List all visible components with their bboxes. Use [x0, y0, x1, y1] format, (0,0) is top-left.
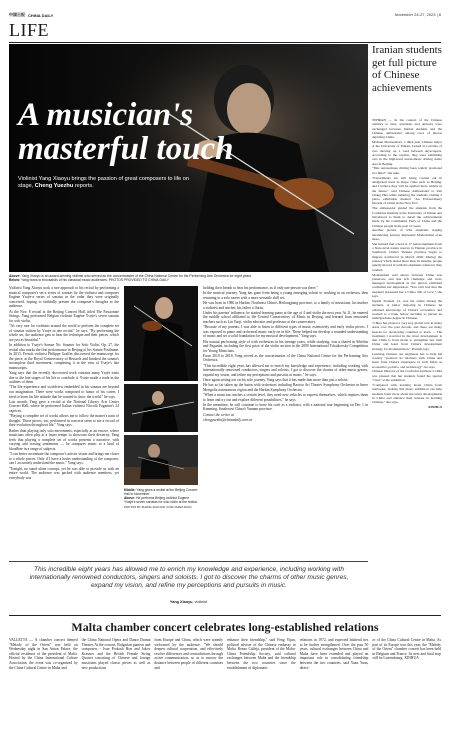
caption-above2-text: He performs Beijing violinist Eugene Ysaÿe's seven sonatas for solo violin at the recital.	[124, 496, 198, 504]
article-paragraph: "The life experience and worldview embedded in his sonatas are beyond our imagination. There were works composed to honor of his career. I tried to learn his life attitude that he wanted to show the world," he says.	[9, 385, 119, 399]
malta-article	[9, 638, 441, 671]
middle-photo-caption	[124, 488, 198, 509]
article-paragraph: In the meantime, he will continue to hone his craft as a violinist, with a national tour beginning on Dec 1 in Kunming, Southwest China's Yunnan province.	[203, 402, 368, 412]
sidebar-paragraph: Mohsen Montazehari, a third-year Chinese major at the University of Tehran, looked at a picture of cars moving on a road between skyscrapers. According to the caption, they were exhibiting cars in the high-level autonomous driving demo area in Beijing.	[372, 140, 442, 166]
sidebar-paragraph: XINHUA	[428, 405, 442, 410]
sidebar-headline: Iranian students get full picture of Chinese achievements	[372, 44, 442, 94]
article-paragraph: chengyuezhu@chinadaily.com.cn	[203, 417, 253, 422]
malta-paragraph: VALLETTA — A chamber concert themed "Melody of the Orient" was held on Wednesday night in San Anton Palace, the official residence of the president of Malta. Hosted by the China International Culture Association, the event was co-organized by the China Cultural Centre in Malta and	[9, 638, 78, 670]
quote-role: , violinist	[192, 600, 208, 604]
article-paragraph: He was born in 1986 in Harbin, Northeast China's Heilongjiang province, to a family of musicians; his mother a violinist and teacher, his father a flutist.	[203, 300, 368, 310]
article-paragraph: Yang says that the recently discovered work contains many Ysaÿe traits due to the late stages of his life to conclude it. Ysaÿe made a trade in the outlines of them.	[9, 371, 119, 385]
violinist-photo-2	[124, 384, 198, 432]
paper-name: CHINA DAILY	[28, 12, 54, 18]
quote-author: Yang Xiaoyu	[169, 600, 193, 604]
article-paragraph: "Tonight, no stand alone concept, yet he was able to provide us with an entire world. The audience was packed with audience members, yet everybody was	[9, 466, 119, 480]
section-title: LIFE	[9, 20, 49, 40]
malta-column	[372, 638, 441, 671]
sidebar-paragraph: TEHRAN — In the context of the Chinese culinary to fans, questions and answers were exchanged between Iranian students and the Chinese ambassador among rows of photos depicting China.	[372, 118, 442, 140]
malta-headline: Malta chamber concert celebrates long-established relations	[71, 620, 379, 634]
sidebar-paragraph: Another picture of wild elephants staging meandering journey impressed Montazehari even more.	[372, 228, 442, 241]
article-paragraph: In the musical journey, Yang has gone from being a young emerging soloist to working in an orchestra, then returning to a solo career with a more versatile skill set.	[203, 291, 368, 300]
paper-name-cn: 中国日报	[9, 12, 25, 17]
caption-above-text: Yang Xiaoyu is an award-winning violinist who served as the concertmaster of the China National Centre for the Performing Arts Orchestra for eight years.	[20, 274, 252, 278]
malta-column	[9, 638, 78, 671]
article-paragraph: "Because of my parents, I was able to listen to different types of music extensively and early violin pieces. I was exposed to piano and orchestral music early on in life. These helped me develop a rounded understanding of music and set a solid foundation for my musical development," Yang says.	[203, 325, 368, 339]
article-paragraph: Contact the writer at	[203, 412, 234, 417]
masthead	[9, 12, 53, 18]
article-paragraph: "I can better accentuate the composer's artistic vision and brings me closer to a whole pieces. Only if I have a better understanding of the composer, can I accurately understand the music," Yang says.	[9, 452, 119, 466]
article-paragraph: Once again setting out on his solo journey, Yang says that it has made him more than just a soloist.	[203, 378, 349, 383]
caption-below-text: Yang bows to thousands of his classical music audiences. PHOTOS PROVIDED TO CHINA DAILY	[20, 278, 169, 283]
article-paragraph: Last month, Yang gave a recital at the National Library Arts Center Concert Hall, where he performed Italian violinist Niccolò Paganini's 24 caprices.	[9, 399, 119, 413]
recital-photo-stage	[124, 435, 198, 485]
byline-author: Cheng Yuezhu	[34, 183, 74, 189]
malta-column	[227, 638, 296, 671]
article-paragraph: At the Nov. 8 recital at the Beijing Concert Hall, titled The Passionate Strings, Yang performed Belgian violinist Eugène Ysaÿe's seven sonatas for solo violin.	[9, 309, 119, 323]
malta-paragraph: relations in 1972, and expected bilateral ties to be further strengthened. Over the past 50 years, cultural exchanges between China and Malta have been extended and played an important role in consolidating friendship between the two countries, said Yuan Yuan, direct-	[299, 638, 369, 670]
article-column-1	[9, 286, 119, 481]
malta-column	[300, 638, 369, 671]
hero-headline-line-2: masterful touch	[18, 131, 234, 167]
malta-column	[82, 638, 151, 671]
malta-column	[154, 638, 223, 671]
article-paragraph: "It's very rare for violinists around the world to perform the complete set of sonatas written by Ysaÿe in one recital," he says. "By performing the whole set, the audience gets to hear the technique and their pieces, which are just as beautiful."	[9, 323, 119, 342]
sidebar-paragraph: Sepehr Pouladi, 21, was the oldest among the students. A junior majoring in Chinese, he obtained knowledge of China's economics and worked to a bank before deciding to pursue an undergraduate degree in Chinese.	[372, 298, 442, 321]
sidebar-article	[372, 118, 442, 410]
article-col1-body	[9, 286, 119, 480]
sidebar-paragraph: Learning Chinese our engineers has to help his country "promote its relations with China and learn from China's experience in such fields as economics, politics, and technology", he says.	[372, 351, 442, 369]
article-paragraph: His natural performing style of with orchestras in his teenage years, while studying, was a shared in Sibelius and Paganini, including the first prize of the violin section in the 2009 International Tchaikovsky Competition for Young Musicians.	[203, 339, 368, 353]
article-col2-body	[203, 286, 368, 422]
pull-quote-attribution	[9, 600, 368, 604]
article-paragraph: "Playing a complete set of works allows me to follow the master's train of thought. Those pieces, too, performed in concerts seem to me a record of their evolution throughout life," Yang says.	[9, 414, 119, 428]
photo-credit: PHOTOS BY ZHANG XIAOJUN / FOR CHINA DAILY	[124, 505, 193, 509]
top-rule	[9, 42, 441, 43]
sidebar-paragraph: "Experiments are still being carried out in designated areas in major cities such as Beijing, and I believe they will be applied more widely in the future," said Chinese Ambassador to Iran Chang Hua while ushering the students visiting a photo exhibition themed "An Extraordinary Decade of China in the New Era".	[372, 175, 442, 206]
violinist-photo-1	[124, 286, 198, 381]
pull-quote: This incredible eight years has allowed me to enrich my knowledge and experience, including working with internationally renowned conductors, singers and soloists. I got to discover the charms of other music genres, expand my vision, and refine my perceptions and pursuits in music.	[29, 566, 349, 590]
hero-subtitle-text: Violinist Yang Xiaoyu brings the passion of great composers to life on stage,	[18, 176, 190, 189]
article-paragraph: Under his parents' influence, he started learning piano at the age of 4 and violin the next year. At 11, he entered the middle school affiliated to the Central Conservatory of Music in Beijing, and learned from renowned teachers such as Lin Yaoji, violin educator and professor at the conservatory.	[203, 310, 368, 324]
caption-middle-text: Yang gives a recital at the Beijing Concert Hall in November.	[124, 488, 198, 496]
hero-caption	[9, 274, 368, 282]
hero-headline-line-1: A musician's	[18, 97, 194, 133]
sidebar-paragraph: "China has played a very key global role in many areas over the past decade, and there are many lessons for developing countries to learn. ... The treatment I received in the most development is that China is from mode to strengthen ties with China and learn from China's development strategy for modernization," Pouladi says.	[372, 321, 442, 351]
article-paragraph: "When a musician reaches a certain level, they need new vehicles to express themselves, which requires them to learn and try out and explore different possibilities," he says.	[203, 393, 368, 402]
sidebar-body	[372, 118, 442, 409]
caption-below-label: Below:	[9, 278, 21, 283]
caption-above2-label: Above:	[124, 496, 136, 500]
sidebar-paragraph: Montazehari said shows between China was preserves, and that left challenge and well-managed development in the photos exhibited confirmed her impression. "You can't feel that the elephant presented her a China 'full of love'," she says.	[372, 272, 442, 299]
sidebar-paragraph: The ambassador guided the students from the Confucius Institute at the University of Tehran and introduced to them to detail the achievements made by the Communist Party of China and the Chinese people in the past 10 years.	[372, 206, 442, 228]
malta-paragraph: from Europe and China, which were warmly welcomed by the audience. "We should deepen cultural cooperation, and effectively resolve differences and contradictions through active communication, so as to narrow the distance between people of different countries and	[154, 638, 224, 670]
bottom-rule	[9, 615, 441, 616]
article-column-2	[203, 286, 368, 423]
article-paragraph: In addition to Ysaÿe's Sonate No. Sonates for Solo Violin, Op. 27, the recital also marks the first performance in Beijing of his Sonate Posthume. In 2015, French violinist Philippe Graffin discovered the manuscript for the piece, at the Royal Conservatory of Brussels and finished the sonata's incomplete third movement, completing it in the vein of Ysaÿe's late manuscripts.	[9, 342, 119, 370]
sidebar-paragraph: Chinese Director of the Confucius Institute Li Mei was pleased that her students found the special "class" at the exhibition.	[372, 369, 442, 383]
recital-photo-middle	[124, 286, 198, 381]
hero-subtitle	[18, 176, 193, 190]
date-line: November 24-27, 2023 | 8	[394, 12, 441, 17]
article-paragraph: From 2010 to 2018, Yang served as the concertmaster of the China National Centre for the Performing Arts Orchestra.	[203, 353, 368, 363]
hero-subtitle-end: reports.	[73, 183, 94, 189]
caption-middle-label: Middle:	[124, 488, 136, 492]
article-paragraph: He has so far taken up the baton with orchestras including Baotou Art Theater Symphony Orchestra in Inner Mongolia autonomous region and the Harbin Symphony Orchestra.	[203, 383, 368, 392]
malta-paragraph: enhance their friendship," said Feng Yijun, political adviser of the Chinese embassy in Malta. Renzo Calleja, president of the Malta-China Friendship Society, said cultural exchanges between Malta and the friendship between the two countries since the establishment of diplomatic	[227, 638, 296, 670]
article-paragraph: Violinist Yang Xiaoyu took a rare approach to his recital by performing a musical composer's set-a series of sonatas by the violinist and composer Eugène Ysaÿe-a series of sonatas in the order they were originally conceived, hoping to faithfully present the composer's thoughts to the audience.	[9, 286, 119, 309]
concert-stage-photo	[124, 435, 198, 485]
article-paragraph: "This incredible eight years has allowed me to enrich my knowledge and experience, including working with internationally renowned conductors, singers and soloists. I got to discover the charms of other music genres, expand my vision, and refine my perceptions and pursuits in music," he says.	[203, 363, 368, 377]
sidebar-paragraph: She learned that a herd of 17 Asian elephants from a State-level nature reserve in Yunnan province in Southwest China's Yunnan province began to migrate northward in March 2020. During the journey which lasted more than 16 months, people quietly moved in with the elephants wherever they roamed.	[372, 241, 442, 272]
article-paragraph: Rather than playing only solo movements, especially at an encore, where musicians often play at a faster tempo to showcase their dexterity, Yang feels that playing a complete set of works presents a narrative, with varying and waxing sentiments — he compares music to a kind of bloodline in a range of subjects.	[9, 428, 119, 451]
article-paragraph: holding their breath to hear his performance, as if only one person was there."	[203, 286, 318, 290]
sidebar-paragraph: "This autonomous driving been widely promoted in China?" she asks.	[372, 166, 442, 175]
hero-headline	[18, 98, 233, 166]
caption-above-label: Above:	[9, 274, 21, 278]
malta-paragraph: or of the China Cultural Centre in Malta. As part of its Europe tour this year, the "Melody of the Orient" chamber concert has been held in Belgium and France. Its next and final stop will be Luxembourg. XINHUA	[372, 638, 442, 661]
sidebar-paragraph: "Compared with learning about China from textbooks, visiting this photo exhibition can help students learn more about the latest developments in China and enhance their interest in learning Chinese," she says.	[372, 382, 442, 405]
recital-photo-above	[124, 384, 198, 432]
malta-paragraph: the China National Opera and Dance Drama Theater. At the concert, Bulgarian pianists and composers - Ivan Prokosh Hon and Jakov Krasnov and the British Female String Quartet consisting of Chinese and foreign musicians played classic pieces as well as new productions	[81, 638, 151, 670]
